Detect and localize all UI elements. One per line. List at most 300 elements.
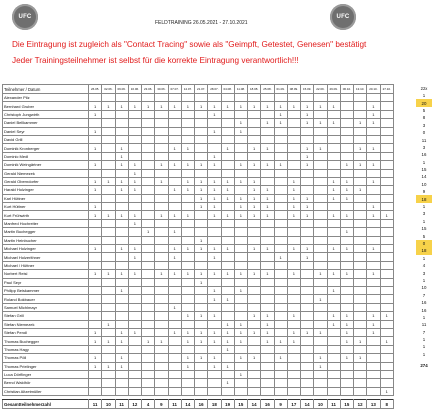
attendance-cell <box>195 345 208 353</box>
attendance-cell: 1 <box>195 354 208 362</box>
attendance-cell <box>314 135 327 143</box>
attendance-cell: 1 <box>195 337 208 345</box>
attendance-cell: 1 <box>168 211 181 219</box>
attendance-cell: 1 <box>195 102 208 110</box>
participant-total: 1 <box>422 159 426 165</box>
attendance-cell <box>248 110 261 118</box>
table-row <box>3 354 394 362</box>
attendance-cell <box>102 253 115 261</box>
attendance-cell <box>380 135 394 143</box>
attendance-cell: 1 <box>301 253 314 261</box>
attendance-cell <box>327 203 340 211</box>
club-logo-text: UFC <box>18 14 32 20</box>
participant-name: Michael / Hüttner <box>3 261 89 269</box>
attendance-cell: 1 <box>181 354 194 362</box>
attendance-cell: 1 <box>102 362 115 370</box>
attendance-cell <box>327 337 340 345</box>
attendance-cell <box>142 278 155 286</box>
participant-total: 1 <box>422 351 426 357</box>
attendance-cell <box>380 245 394 253</box>
participant-name: Michael Holzerithner <box>3 253 89 261</box>
attendance-cell: 1 <box>314 295 327 303</box>
attendance-cell <box>168 203 181 211</box>
attendance-cell: 1 <box>340 161 353 169</box>
column-total: 15 <box>234 400 247 409</box>
club-logo-right <box>330 4 356 30</box>
attendance-cell <box>181 228 194 236</box>
attendance-cell: 1 <box>340 354 353 362</box>
attendance-cell: 1 <box>115 337 128 345</box>
attendance-cell: 1 <box>142 102 155 110</box>
table-row <box>3 253 394 261</box>
attendance-cell: 1 <box>168 102 181 110</box>
table-row <box>3 127 394 135</box>
attendance-cell <box>221 253 234 261</box>
attendance-cell: 1 <box>155 102 168 110</box>
attendance-cell <box>340 278 353 286</box>
attendance-cell <box>248 295 261 303</box>
attendance-cell <box>327 295 340 303</box>
attendance-cell <box>301 219 314 227</box>
attendance-cell <box>142 295 155 303</box>
attendance-cell <box>102 387 115 395</box>
attendance-cell: 1 <box>340 186 353 194</box>
participant-total: 16 <box>421 300 427 306</box>
attendance-cell: 1 <box>314 144 327 152</box>
attendance-cell <box>354 253 367 261</box>
attendance-cell <box>102 354 115 362</box>
attendance-cell <box>301 177 314 185</box>
attendance-cell <box>208 94 221 102</box>
attendance-cell <box>287 94 300 102</box>
attendance-cell: 1 <box>181 177 194 185</box>
attendance-cell <box>380 345 394 353</box>
attendance-cell <box>181 135 194 143</box>
attendance-cell <box>89 228 102 236</box>
date-column-header: 11.08. <box>234 85 247 94</box>
attendance-cell: 1 <box>301 102 314 110</box>
column-total: 10 <box>102 400 115 409</box>
attendance-cell <box>314 194 327 202</box>
attendance-cell: 1 <box>248 102 261 110</box>
attendance-cell: 1 <box>168 161 181 169</box>
attendance-cell <box>354 278 367 286</box>
attendance-cell <box>354 295 367 303</box>
notice-line-2: Jeder Trainingsteilnehmer ist selbst für die korrekte Eintragung verantwortlich!!! <box>12 56 299 65</box>
attendance-cell: 1 <box>287 270 300 278</box>
attendance-cell <box>340 152 353 160</box>
column-total: 16 <box>261 400 274 409</box>
attendance-cell <box>380 261 394 269</box>
attendance-cell <box>155 387 168 395</box>
attendance-cell: 1 <box>115 362 128 370</box>
attendance-cell <box>128 203 141 211</box>
attendance-cell <box>301 169 314 177</box>
attendance-cell: 1 <box>115 161 128 169</box>
attendance-cell <box>168 379 181 387</box>
attendance-cell <box>142 261 155 269</box>
attendance-cell: 1 <box>168 144 181 152</box>
attendance-cell: 1 <box>261 161 274 169</box>
attendance-cell <box>181 119 194 127</box>
attendance-cell <box>208 236 221 244</box>
attendance-cell <box>234 278 247 286</box>
attendance-cell <box>301 312 314 320</box>
attendance-cell <box>261 228 274 236</box>
column-total: 19 <box>221 400 234 409</box>
attendance-cell <box>261 303 274 311</box>
attendance-cell <box>155 219 168 227</box>
attendance-cell <box>354 135 367 143</box>
date-column-header: 02.06. <box>102 85 115 94</box>
attendance-cell: 1 <box>327 211 340 219</box>
attendance-cell <box>274 278 287 286</box>
attendance-cell <box>274 362 287 370</box>
attendance-cell <box>221 312 234 320</box>
attendance-cell <box>142 186 155 194</box>
attendance-cell: 1 <box>314 119 327 127</box>
attendance-cell <box>221 286 234 294</box>
participant-total: 5 <box>422 107 426 113</box>
date-column-header: 23.06. <box>142 85 155 94</box>
attendance-cell <box>234 312 247 320</box>
attendance-cell <box>208 345 221 353</box>
attendance-cell: 1 <box>181 270 194 278</box>
attendance-cell: 1 <box>208 177 221 185</box>
attendance-cell <box>142 94 155 102</box>
attendance-cell <box>208 387 221 395</box>
attendance-cell: 1 <box>208 110 221 118</box>
attendance-cell: 1 <box>234 337 247 345</box>
date-column-header: 20.10. <box>367 85 380 94</box>
attendance-cell <box>208 219 221 227</box>
attendance-cell <box>142 169 155 177</box>
attendance-cell <box>314 245 327 253</box>
attendance-cell <box>155 144 168 152</box>
table-row <box>3 144 394 152</box>
attendance-cell <box>287 110 300 118</box>
attendance-cell: 1 <box>195 161 208 169</box>
table-row <box>3 320 394 328</box>
attendance-cell <box>380 354 394 362</box>
attendance-cell: 1 <box>340 270 353 278</box>
attendance-cell: 1 <box>327 102 340 110</box>
attendance-cell <box>354 303 367 311</box>
participant-totals-column <box>416 84 432 369</box>
attendance-cell <box>155 194 168 202</box>
attendance-cell <box>102 219 115 227</box>
attendance-cell <box>89 94 102 102</box>
attendance-cell: 1 <box>155 211 168 219</box>
attendance-cell <box>327 152 340 160</box>
attendance-cell: 1 <box>340 312 353 320</box>
attendance-cell <box>168 127 181 135</box>
attendance-cell <box>115 94 128 102</box>
attendance-cell <box>155 295 168 303</box>
attendance-cell <box>340 370 353 378</box>
attendance-cell: 1 <box>181 312 194 320</box>
attendance-cell: 1 <box>221 102 234 110</box>
attendance-cell <box>234 110 247 118</box>
attendance-cell: 1 <box>234 161 247 169</box>
attendance-cell <box>380 379 394 387</box>
attendance-cell <box>128 370 141 378</box>
attendance-cell <box>181 303 194 311</box>
attendance-cell <box>221 261 234 269</box>
attendance-cell <box>248 253 261 261</box>
attendance-cell <box>168 312 181 320</box>
attendance-cell: 1 <box>248 245 261 253</box>
attendance-cell <box>221 203 234 211</box>
table-row <box>3 312 394 320</box>
attendance-cell: 1 <box>327 286 340 294</box>
attendance-cell <box>195 169 208 177</box>
attendance-cell <box>168 94 181 102</box>
attendance-cell <box>327 328 340 336</box>
attendance-cell: 1 <box>367 119 380 127</box>
attendance-cell: 1 <box>380 211 394 219</box>
participant-total: 1 <box>422 277 426 283</box>
attendance-cell <box>380 320 394 328</box>
table-row <box>3 387 394 395</box>
attendance-cell <box>380 328 394 336</box>
attendance-cell <box>354 152 367 160</box>
attendance-cell <box>274 186 287 194</box>
attendance-cell <box>234 228 247 236</box>
attendance-cell <box>181 387 194 395</box>
table-row <box>3 152 394 160</box>
participant-name: Thomas Hagy <box>3 345 89 353</box>
attendance-cell <box>115 135 128 143</box>
attendance-cell <box>314 228 327 236</box>
attendance-cell <box>221 152 234 160</box>
attendance-cell: 1 <box>195 328 208 336</box>
attendance-cell <box>128 135 141 143</box>
date-column-header: 09.06. <box>115 85 128 94</box>
table-row <box>3 270 394 278</box>
attendance-cell <box>380 370 394 378</box>
attendance-cell <box>208 303 221 311</box>
attendance-cell <box>261 379 274 387</box>
attendance-cell <box>208 278 221 286</box>
attendance-cell <box>128 261 141 269</box>
attendance-cell <box>195 295 208 303</box>
attendance-cell <box>327 370 340 378</box>
attendance-cell <box>340 102 353 110</box>
attendance-cell <box>274 144 287 152</box>
attendance-cell <box>195 110 208 118</box>
attendance-cell <box>367 135 380 143</box>
attendance-cell <box>367 362 380 370</box>
attendance-cell: 1 <box>261 119 274 127</box>
attendance-cell <box>102 245 115 253</box>
attendance-cell <box>115 228 128 236</box>
participant-name: Daniel Bellkammer <box>3 119 89 127</box>
attendance-cell <box>155 135 168 143</box>
participant-total: 3 <box>422 211 426 217</box>
attendance-cell <box>367 354 380 362</box>
attendance-cell <box>340 345 353 353</box>
attendance-cell: 1 <box>354 144 367 152</box>
attendance-cell: 1 <box>89 127 102 135</box>
attendance-cell <box>380 152 394 160</box>
column-total: 14 <box>248 400 261 409</box>
participant-name: Michael Holzinger <box>3 245 89 253</box>
attendance-cell <box>327 110 340 118</box>
attendance-cell <box>340 127 353 135</box>
attendance-cell <box>287 253 300 261</box>
attendance-cell <box>327 345 340 353</box>
attendance-cell: 1 <box>234 203 247 211</box>
attendance-cell <box>314 94 327 102</box>
attendance-cell <box>208 379 221 387</box>
attendance-cell <box>221 110 234 118</box>
attendance-cell <box>102 144 115 152</box>
attendance-cell <box>327 169 340 177</box>
attendance-cell: 1 <box>234 270 247 278</box>
attendance-cell: 1 <box>301 110 314 118</box>
attendance-cell <box>287 362 300 370</box>
attendance-cell <box>380 119 394 127</box>
attendance-cell <box>208 228 221 236</box>
participant-name: Gerald Niemezek <box>3 169 89 177</box>
attendance-cell: 1 <box>261 211 274 219</box>
attendance-cell <box>261 236 274 244</box>
participant-name: Philipp Beiskammer <box>3 286 89 294</box>
attendance-cell <box>340 295 353 303</box>
attendance-cell <box>142 110 155 118</box>
attendance-cell: 1 <box>367 144 380 152</box>
attendance-cell <box>287 278 300 286</box>
attendance-cell <box>115 320 128 328</box>
attendance-cell: 1 <box>234 320 247 328</box>
attendance-cell <box>248 127 261 135</box>
attendance-cell <box>195 152 208 160</box>
attendance-cell <box>367 127 380 135</box>
attendance-cell: 1 <box>102 177 115 185</box>
attendance-cell <box>168 345 181 353</box>
attendance-cell: 1 <box>208 270 221 278</box>
attendance-cell: 1 <box>195 194 208 202</box>
attendance-cell <box>274 286 287 294</box>
attendance-cell: 1 <box>261 186 274 194</box>
attendance-cell: 1 <box>221 144 234 152</box>
attendance-cell: 1 <box>115 102 128 110</box>
attendance-cell <box>168 152 181 160</box>
attendance-cell: 1 <box>301 119 314 127</box>
attendance-cell: 1 <box>208 186 221 194</box>
attendance-cell: 1 <box>89 110 102 118</box>
attendance-cell <box>102 236 115 244</box>
attendance-cell <box>195 362 208 370</box>
attendance-cell <box>287 387 300 395</box>
column-total: 16 <box>195 400 208 409</box>
attendance-cell <box>301 228 314 236</box>
attendance-cell: 1 <box>181 362 194 370</box>
attendance-cell <box>274 94 287 102</box>
table-row <box>3 161 394 169</box>
attendance-cell: 1 <box>195 312 208 320</box>
attendance-cell: 1 <box>261 312 274 320</box>
attendance-cell <box>380 169 394 177</box>
attendance-cell <box>248 387 261 395</box>
table-row <box>3 135 394 143</box>
attendance-cell: 1 <box>327 186 340 194</box>
attendance-cell <box>181 370 194 378</box>
column-total: 11 <box>89 400 102 409</box>
attendance-cell <box>89 236 102 244</box>
attendance-cell: 1 <box>208 253 221 261</box>
attendance-cell: 1 <box>221 328 234 336</box>
table-row <box>3 194 394 202</box>
attendance-cell <box>128 278 141 286</box>
attendance-cell <box>115 295 128 303</box>
participant-total: 1 <box>422 337 426 343</box>
attendance-cell <box>234 186 247 194</box>
attendance-cell: 1 <box>181 186 194 194</box>
attendance-cell <box>287 135 300 143</box>
attendance-cell: 1 <box>208 328 221 336</box>
attendance-cell <box>208 144 221 152</box>
attendance-cell <box>261 295 274 303</box>
attendance-cell: 1 <box>89 362 102 370</box>
attendance-cell <box>261 152 274 160</box>
date-column-header: 13.10. <box>354 85 367 94</box>
attendance-cell <box>354 245 367 253</box>
attendance-cell <box>102 345 115 353</box>
attendance-cell <box>155 236 168 244</box>
attendance-cell: 1 <box>234 194 247 202</box>
participant-total: 0 <box>422 130 426 136</box>
attendance-cell: 1 <box>208 127 221 135</box>
attendance-cell: 1 <box>248 161 261 169</box>
attendance-cell: 1 <box>367 245 380 253</box>
attendance-cell <box>301 387 314 395</box>
participant-name: Martin Buchegger <box>3 228 89 236</box>
attendance-cell <box>195 211 208 219</box>
attendance-cell <box>287 236 300 244</box>
attendance-cell <box>181 219 194 227</box>
attendance-cell <box>208 119 221 127</box>
attendance-cell: 1 <box>168 186 181 194</box>
attendance-cell <box>380 186 394 194</box>
attendance-cell <box>314 203 327 211</box>
attendance-cell <box>128 144 141 152</box>
attendance-cell <box>327 236 340 244</box>
attendance-cell <box>314 345 327 353</box>
attendance-cell: 1 <box>301 152 314 160</box>
attendance-cell: 1 <box>208 161 221 169</box>
date-column-header: 22.09. <box>314 85 327 94</box>
attendance-cell <box>274 328 287 336</box>
attendance-cell: 1 <box>234 177 247 185</box>
attendance-cell <box>354 379 367 387</box>
participant-name: Bernd Waldhör <box>3 379 89 387</box>
attendance-cell <box>380 253 394 261</box>
attendance-cell: 1 <box>195 270 208 278</box>
attendance-cell: 1 <box>261 203 274 211</box>
attendance-cell <box>102 303 115 311</box>
attendance-cell: 1 <box>115 211 128 219</box>
attendance-cell <box>327 303 340 311</box>
participant-name: Christian Altzetmüller <box>3 387 89 395</box>
attendance-cell: 1 <box>115 152 128 160</box>
attendance-cell <box>354 177 367 185</box>
attendance-cell <box>301 370 314 378</box>
attendance-cell: 1 <box>261 245 274 253</box>
table-header-row <box>3 85 394 94</box>
attendance-cell <box>89 303 102 311</box>
